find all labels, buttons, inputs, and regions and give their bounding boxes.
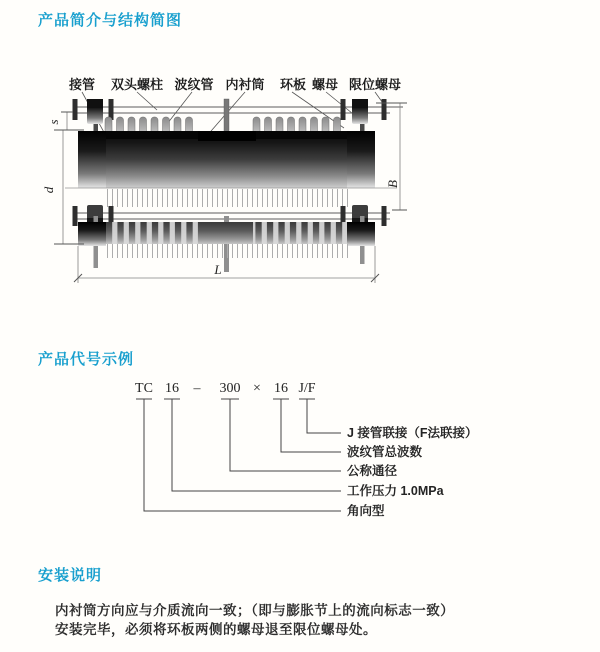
code-tokens xyxy=(135,381,316,396)
callout-connection: J 接管联接（F法联接） xyxy=(347,426,478,440)
code-token-pressure: 16 xyxy=(165,381,179,396)
code-token-times: × xyxy=(253,381,261,396)
body-upper xyxy=(78,131,375,188)
dim-label-s: s xyxy=(46,119,61,125)
label-nut: 螺母 xyxy=(311,77,339,92)
code-token-dash: – xyxy=(193,381,201,396)
code-connectors xyxy=(144,399,341,511)
part-labels xyxy=(68,77,401,92)
install-note-line: 安装完毕，必须将环板两侧的螺母退至限位螺母处。 xyxy=(55,622,377,637)
heading-install: 安装说明 xyxy=(38,567,103,584)
code-token-connection: J/F xyxy=(298,381,316,396)
code-token-waves: 16 xyxy=(274,381,288,396)
label-double-stud: 双头螺柱 xyxy=(110,77,164,92)
code-callouts xyxy=(347,425,478,518)
structure-diagram xyxy=(40,66,460,306)
callout-working-pressure: 工作压力 1.0MPa xyxy=(347,484,444,498)
install-notes xyxy=(55,601,454,639)
label-limit-nut: 限位螺母 xyxy=(348,77,402,92)
liner-hatch-lower xyxy=(106,244,348,258)
label-connecting-pipe: 接管 xyxy=(68,77,96,92)
code-token-type: TC xyxy=(135,381,153,396)
heading-product-code: 产品代号示例 xyxy=(38,351,135,368)
dimension-s xyxy=(46,112,73,130)
callout-angular-type: 角向型 xyxy=(347,504,385,518)
liner-hatch-upper xyxy=(106,189,348,207)
label-inner-liner: 内衬筒 xyxy=(225,77,265,92)
label-bellows: 波纹管 xyxy=(174,77,214,92)
dimension-B xyxy=(376,103,407,210)
dim-label-d: d xyxy=(41,186,56,194)
callout-wave-count: 波纹管总波数 xyxy=(347,445,423,459)
dim-label-L: L xyxy=(214,262,222,277)
code-token-diameter: 300 xyxy=(219,381,241,396)
callout-nominal-diameter: 公称通径 xyxy=(347,464,398,478)
label-ring-plate: 环板 xyxy=(279,77,307,92)
dim-label-B: B xyxy=(385,180,400,188)
product-code-diagram xyxy=(120,376,600,531)
body-lower xyxy=(78,222,375,246)
install-note-line: 内衬筒方向应与介质流向一致；（即与膨胀节上的流向标志一致） xyxy=(55,603,455,618)
dimension-d xyxy=(41,130,84,244)
heading-product-intro: 产品简介与结构简图 xyxy=(38,12,183,29)
